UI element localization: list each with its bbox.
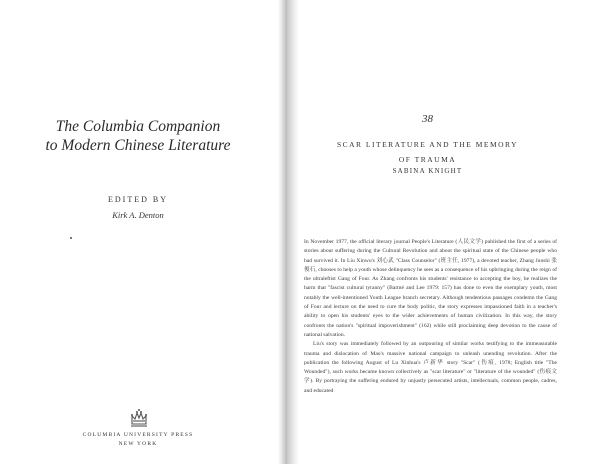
gutter-shadow-left: [278, 0, 287, 464]
body-text: [304, 238, 557, 396]
chapter-title-line-1: SCAR LITERATURE AND THE MEMORY: [336, 140, 519, 149]
print-speck: [70, 237, 72, 239]
body-paragraph: In November 1977, the official literary journal People's Literature (人民文学) published the first of a series of stories about suffering during the Cultural Revolution and about the spiritual state of the Chinese people who had survived it. In Liu Xinwu's 刘心武 "Class Counselor" (班主任, 1977), a devoted teacher, Zhang Junshi 张俊石, chooses to help a youth whose delinquency he sees as a consequence of his upbringing during the reign of the ultraleftist Gang of Four. As Zhang confronts his students' resistance to accepting the boy, he realizes the harm that "fascist cultural tyranny" (Barmé and Lee 1979: 157) has done to even the exemplary youth, most notably the well-intentioned Youth League branch secretary. Although tendentious passages condemn the Gang of Four and lecture on the need to cure the body politic, the story expresses impassioned faith in a teacher's ability to open his students' eyes to the wider achievements of human civilization. In this way, the story confronts the nation's "spiritual impoverishment" (162) while still proclaiming deep devotion to the cause of national salvation.: [304, 239, 557, 338]
gutter-shadow-right: [287, 0, 299, 464]
editor-name: Kirk A. Denton: [112, 210, 164, 220]
chapter-title-line-2: OF TRAUMA: [398, 155, 457, 164]
book-title-line-2: to Modern Chinese Literature: [45, 137, 231, 154]
publisher-crown-logo-icon: [128, 407, 150, 429]
book-title-line-1: The Columbia Companion: [55, 118, 221, 135]
publisher-name: COLUMBIA UNIVERSITY PRESS: [82, 432, 194, 438]
chapter-author: SABINA KNIGHT: [392, 167, 463, 175]
chapter-number: 38: [422, 113, 433, 125]
chapter-title: [300, 137, 555, 167]
body-paragraph: Liu's story was immediately followed by an outpouring of similar works testifying to the immeasurable trauma and dislocation of Mao's massive national campaign to unleash unending revolution. After the publication the following August of Lu Xinhua's 卢新华 story "Scar" (伤痕, 1978; English title "The Wounded"), such works became known collectively as "scar literature" or "literature of the wounded" (伤痕文学). By portraying the suffering endured by unjustly persecuted artists, intellectuals, common people, cadres, and educated: [304, 341, 557, 394]
edited-by-label: EDITED BY: [108, 195, 168, 204]
book-title: [18, 117, 258, 155]
publisher-city: NEW YORK: [118, 441, 158, 447]
